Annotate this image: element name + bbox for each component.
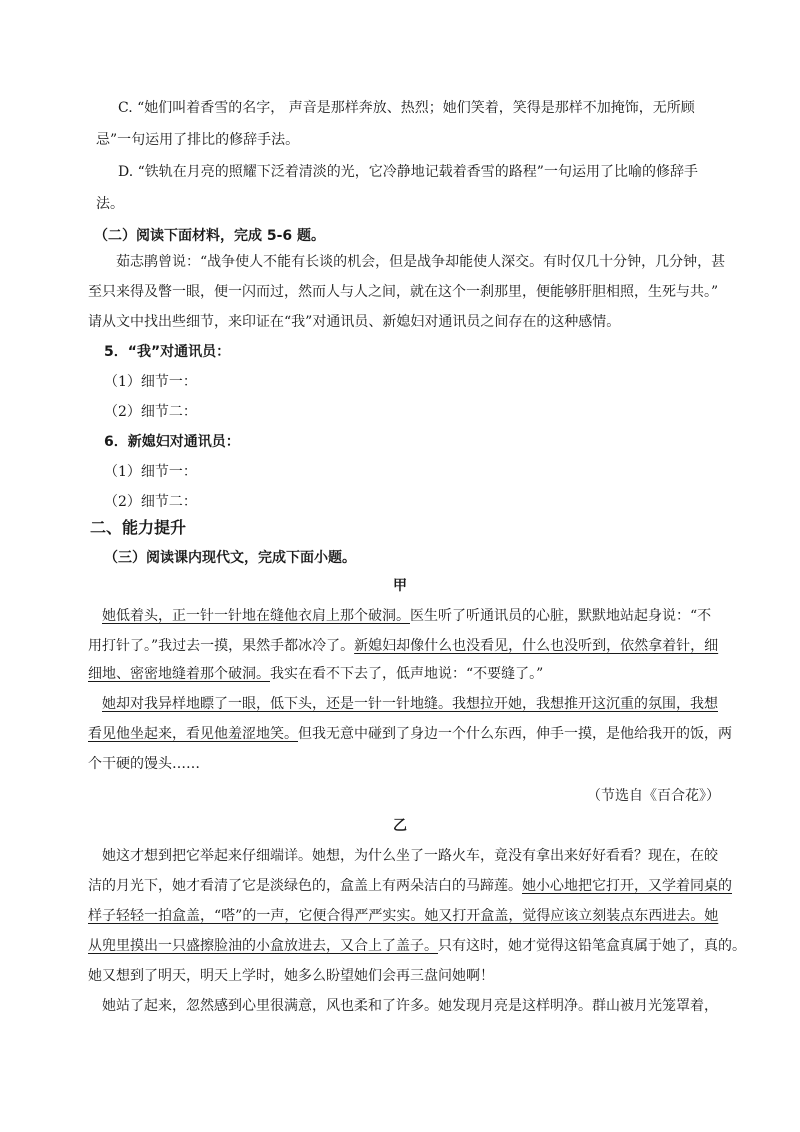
passage-jia-title: 甲 xyxy=(393,578,407,594)
jia-line2-plain: 用打针了。”我过去一摸，果然手都冰冷了。 xyxy=(88,638,355,654)
option-d-line2: 法。 xyxy=(96,196,124,212)
yi-line3: 样子轻轻一拍盒盖，“嗒”的一声，它便合得严严实实。她又打开盒盖，觉得应该立刻装点东西进去。她 xyxy=(88,908,719,924)
jia-line3-rest: 我实在看不下去了，低声地说：“不要缝了。” xyxy=(270,666,544,682)
question5-detail1: （1）细节一： xyxy=(104,374,197,390)
question6-detail2: （2）细节二： xyxy=(104,494,197,510)
yi-line5: 她又想到了明天，明天上学时，她多么盼望她们会再三盘问她啊！ xyxy=(88,968,494,984)
jia-line4: 她却对我异样地瞟了一眼，低下头，还是一针一针地缝。我想拉开她，我想推开这沉重的氛围，我想 xyxy=(102,696,718,712)
quote-line2: 至只来得及瞥一眼，便一闪而过，然而人与人之间，就在这个一刹那里，便能够肝胆相照，生死与共。” xyxy=(88,284,719,300)
jia-line5-rest: 但我无意中碰到了身边一个什么东西，伸手一摸，是他给我开的饭，两 xyxy=(298,726,732,742)
jia-line5 xyxy=(88,724,732,744)
yi-line4 xyxy=(88,936,746,956)
jia-line2 xyxy=(88,636,718,656)
jia-line1-rest: 医生听了听通讯员的心脏，默默地站起身说：“不 xyxy=(410,608,712,624)
quote-line3: 请从文中找出些细节，来印证在“我”对通讯员、新媳妇对通讯员之间存在的这种感情。 xyxy=(88,314,621,330)
jia-line3-underlined: 细地、密密地缝着那个破洞。 xyxy=(88,666,270,682)
part2-heading: 二、能力提升 xyxy=(90,518,187,537)
yi-line4-rest: 只有这时，她才觉得这铅笔盒真属于她了，真的。 xyxy=(438,938,746,954)
option-c-line1: C. “她们叫着香雪的名字， 声音是那样奔放、热烈；她们笑着，笑得是那样不加掩饰，无所顾 xyxy=(118,100,695,116)
question6-detail1: （1）细节一： xyxy=(104,464,197,480)
yi-line4-underlined: 从兜里摸出一只盛擦脸油的小盒放进去，又合上了盖子。 xyxy=(88,938,438,954)
yi-line1: 她这才想到把它举起来仔细端详。她想，为什么坐了一路火车，竟没有拿出来好好看看？现在，在皎 xyxy=(102,848,718,864)
jia-line3 xyxy=(88,664,543,684)
yi-line2-plain: 洁的月光下，她才看清了它是淡绿色的，盒盖上有两朵洁白的马蹄莲。 xyxy=(88,878,522,894)
jia-line5-underlined: 看见他坐起来，看见他羞涩地笑。 xyxy=(88,726,298,742)
yi-line2 xyxy=(88,876,732,896)
section2-heading: （二）阅读下面材料，完成 5-6 题。 xyxy=(94,228,326,244)
passage-yi-title: 乙 xyxy=(393,818,407,834)
yi-line6: 她站了起来，忽然感到心里很满意，风也柔和了许多。她发现月亮是这样明净。群山被月光笼罩着， xyxy=(102,998,718,1014)
part2-subheading: （三）阅读课内现代文，完成下面小题。 xyxy=(104,550,356,566)
jia-line2-underlined: 新媳妇却像什么也没看见，什么也没听到，依然拿着针，细 xyxy=(354,638,719,654)
yi-line2-underlined: 她小心地把它打开，又学着同桌的 xyxy=(522,878,732,894)
jia-line1-underlined: 她低着头，正一针一针地在缝他衣肩上那个破洞。 xyxy=(102,608,410,624)
question6-title: 6．新媳妇对通讯员： xyxy=(104,434,240,450)
option-c-line2: 忌”一句运用了排比的修辞手法。 xyxy=(96,132,300,148)
question5-title: 5．“我”对通讯员： xyxy=(104,344,231,360)
question5-detail2: （2）细节二： xyxy=(104,404,197,420)
jia-line1 xyxy=(102,606,711,626)
option-d-line1: D. “铁轨在月亮的照耀下泛着清淡的光，它冷静地记载着香雪的路程”一句运用了比喻的修辞手 xyxy=(118,164,698,180)
jia-source: （节选自《百合花》） xyxy=(587,788,720,804)
jia-line6: 个干硬的馒头…… xyxy=(88,756,200,772)
quote-line1: 茹志鹃曾说：“战争使人不能有长谈的机会，但是战争却能使人深交。有时仅几十分钟，几分钟，甚 xyxy=(116,254,726,270)
